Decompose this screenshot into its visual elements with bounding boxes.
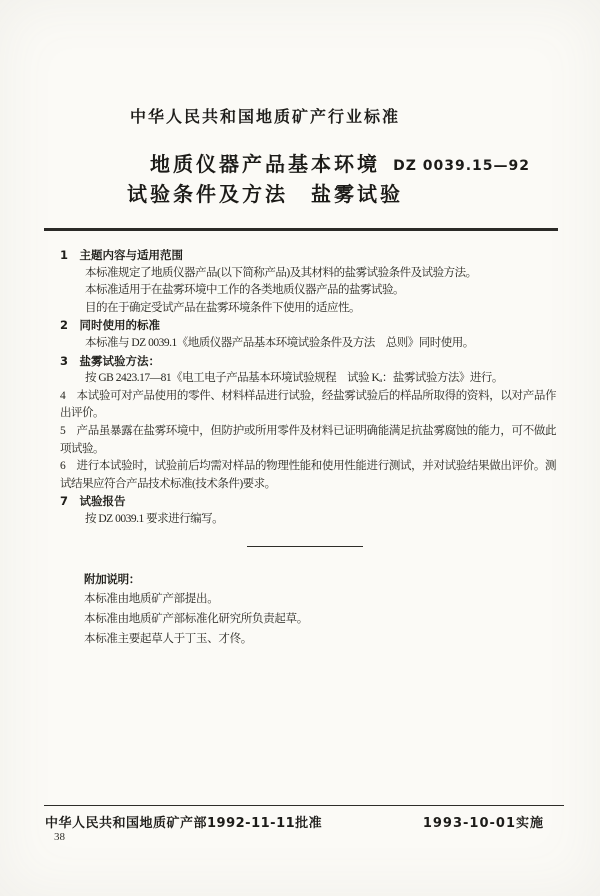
section-3-heading: 3 盐雾试验方法：	[60, 353, 161, 368]
section-2-heading: 2 同时使用的标准	[60, 318, 161, 333]
additional-notes-line: 本标准主要起草人于丁玉、才佟。	[84, 633, 252, 645]
header-rule	[44, 228, 558, 231]
implementation-date: 1993-10-01实施	[422, 816, 544, 831]
document-title-line2: 试验条件及方法 盐雾试验	[127, 182, 403, 206]
standard-number: DZ 0039.15—92	[393, 158, 530, 174]
section-7-paragraph: 按 DZ 0039.1 要求进行编写。	[85, 512, 224, 525]
section-end-divider	[247, 546, 363, 547]
page-number: 38	[54, 831, 65, 843]
additional-notes-line: 本标准由地质矿产部提出。	[84, 593, 219, 605]
section-1-paragraph: 目的在于确定受试产品在盐雾环境条件下使用的适应性。	[85, 301, 360, 314]
section-7-heading: 7 试验报告	[60, 494, 126, 509]
additional-notes-line: 本标准由地质矿产部标准化研究所负责起草。	[84, 613, 308, 625]
approval-note: 中华人民共和国地质矿产部1992-11-11批准	[45, 816, 323, 831]
section-1-heading: 1 主题内容与适用范围	[60, 248, 184, 262]
additional-notes	[84, 569, 544, 649]
section-2-paragraph: 本标准与 DZ 0039.1《地质仪器产品基本环境试验条件及方法 总则》同时使用。	[85, 336, 474, 349]
document-title-line1: 地质仪器产品基本环境	[150, 152, 380, 176]
footer-rule	[44, 805, 564, 806]
section-4-paragraph: 4 本试验可对产品使用的零件、材料样品进行试验，经盐雾试验后的样品所取得的资料，以对产品作出评价。	[60, 389, 556, 420]
standard-category-label: 中华人民共和国地质矿产行业标准	[129, 107, 400, 126]
section-1-paragraph: 本标准规定了地质仪器产品(以下简称产品)及其材料的盐雾试验条件及试验方法。	[85, 266, 477, 279]
section-5-paragraph: 5 产品虽暴露在盐雾环境中，但防护或所用零件及材料已证明确能满足抗盐雾腐蚀的能力，可不做此项试验。	[60, 424, 556, 455]
section-1-paragraph: 本标准适用于在盐雾环境中工作的各类地质仪器产品的盐雾试验。	[85, 284, 404, 297]
section-6-paragraph: 6 进行本试验时，试验前后均需对样品的物理性能和使用性能进行测试，并对试验结果做出评价。测试结果应符合产品技术标准(技术条件)要求。	[60, 460, 556, 490]
document-body	[60, 247, 556, 529]
additional-notes-heading: 附加说明：	[84, 572, 140, 586]
section-3-paragraph: 按 GB 2423.17—81《电工电子产品基本环境试验规程 试验 Kₐ：盐雾试验方法》进行。	[85, 372, 503, 385]
